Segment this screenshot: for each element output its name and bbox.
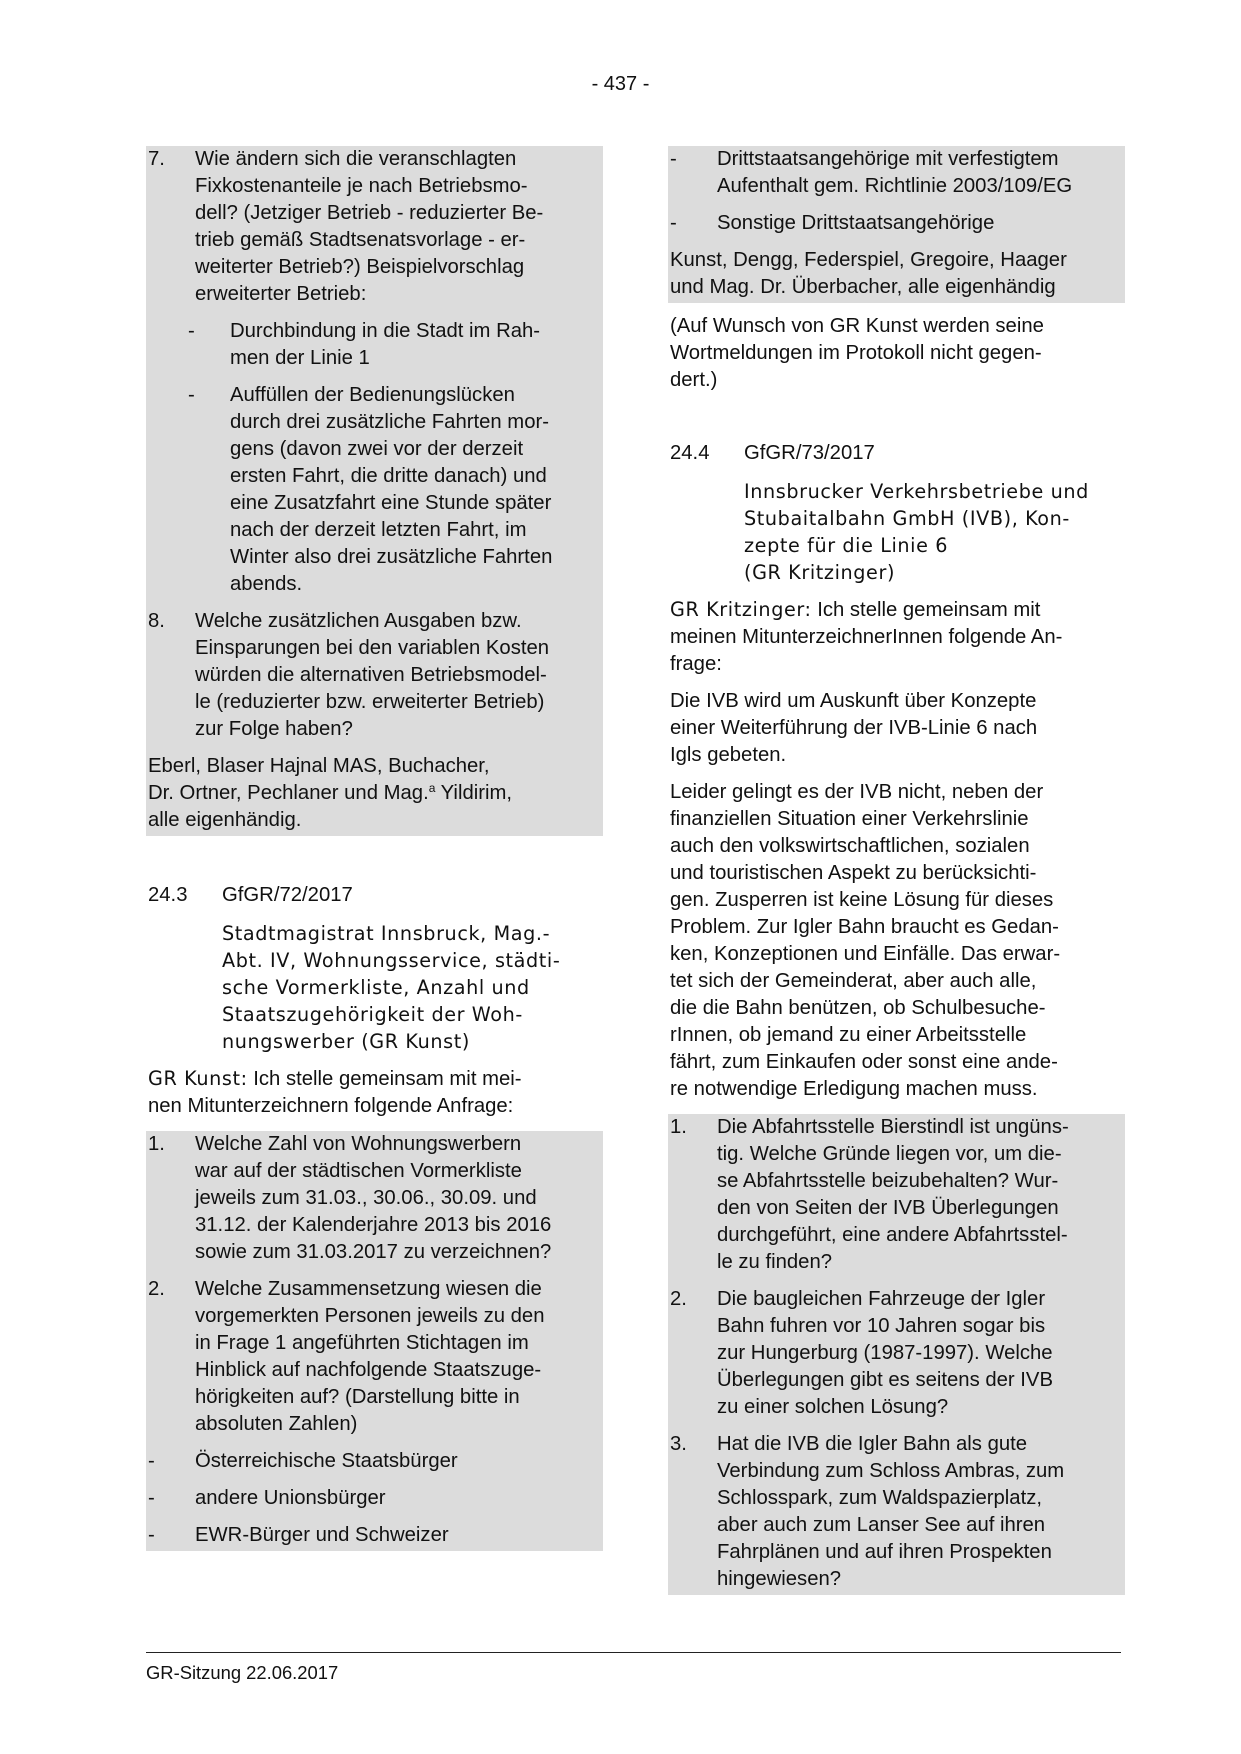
q7-line: Wie ändern sich die veranschlagten xyxy=(195,148,517,170)
q2-line: zur Hungerburg (1987-1997). Welche xyxy=(717,1342,1053,1364)
left-column xyxy=(146,146,603,1551)
sub2-line: gens (davon zwei vor der derzeit xyxy=(230,438,524,460)
q2-line: in Frage 1 angeführten Stichtagen im xyxy=(195,1332,529,1354)
subject-line: Innsbrucker Verkehrsbetriebe und xyxy=(744,480,1089,503)
superscript: a xyxy=(428,781,436,795)
q3-line: Verbindung zum Schloss Ambras, zum xyxy=(717,1460,1065,1482)
q3-line: hingewiesen? xyxy=(717,1568,842,1590)
paragraph xyxy=(670,688,1125,769)
category-item xyxy=(668,146,1125,200)
subject-line: sche Vormerkliste, Anzahl und xyxy=(222,976,530,999)
sub1-line: men der Linie 1 xyxy=(230,347,370,369)
footer-divider xyxy=(146,1652,1121,1653)
intro-line xyxy=(670,596,1125,624)
q3-line: aber auch zum Lanser See auf ihren xyxy=(717,1514,1046,1536)
q7-line: dell? (Jetziger Betrieb - reduzierter Be- xyxy=(195,202,544,224)
question-1 xyxy=(668,1114,1125,1276)
paragraph-line: finanziellen Situation einer Verkehrslinie xyxy=(670,808,1029,830)
footer: GR-Sitzung 22.06.2017 xyxy=(146,1662,339,1683)
paragraph-line: auch den volkswirtschaftlichen, sozialen xyxy=(670,835,1030,857)
section-24-3 xyxy=(146,882,603,1120)
question-number: 7. xyxy=(148,148,165,170)
paragraph-line: einer Weiterführung der IVB-Linie 6 nach xyxy=(670,717,1038,739)
section-reference: GfGR/73/2017 xyxy=(744,442,875,464)
sub2-line: Auffüllen der Bedienungslücken xyxy=(230,384,515,406)
protocol-note xyxy=(668,313,1125,394)
speaker-name: GR Kritzinger: xyxy=(670,598,812,621)
q2-line: Bahn fuhren vor 10 Jahren sogar bis xyxy=(717,1315,1046,1337)
page-number: - 437 - xyxy=(591,73,650,95)
q2-line: zu einer solchen Lösung? xyxy=(717,1396,949,1418)
section-subject xyxy=(670,478,1125,586)
q7-line: erweiterter Betrieb: xyxy=(195,283,367,305)
category-item xyxy=(146,1522,603,1549)
paragraph-line: Leider gelingt es der IVB nicht, neben der xyxy=(670,781,1044,803)
section-24-4 xyxy=(668,440,1125,1103)
intro-paragraph xyxy=(670,596,1125,678)
question-number: 8. xyxy=(148,610,165,632)
subject-line: (GR Kritzinger) xyxy=(744,561,896,584)
signers xyxy=(146,753,603,834)
q1-line: durchgeführt, eine andere Abfahrtsstel- xyxy=(717,1224,1068,1246)
paragraph-line: die die Bahn benützen, ob Schulbesuche- xyxy=(670,997,1046,1019)
signers-line: alle eigenhändig. xyxy=(148,809,302,831)
sub1-line: Durchbindung in die Stadt im Rah- xyxy=(230,320,541,342)
question-number: 2. xyxy=(670,1288,687,1310)
intro-line: meinen MitunterzeichnerInnen folgende An- xyxy=(670,626,1063,648)
section-heading xyxy=(148,882,603,909)
category-item xyxy=(146,1448,603,1475)
note-line: dert.) xyxy=(670,369,718,391)
sub-item-2 xyxy=(146,382,603,598)
signers-line: Kunst, Dengg, Federspiel, Gregoire, Haager xyxy=(670,249,1067,271)
sub2-line: ersten Fahrt, die dritte danach) und xyxy=(230,465,547,487)
question-number: 2. xyxy=(148,1278,165,1300)
paragraph-line: fährt, zum Einkaufen oder sonst eine ande- xyxy=(670,1051,1058,1073)
q3-line: Hat die IVB die Igler Bahn als gute xyxy=(717,1433,1028,1455)
paragraph-line: rInnen, ob jemand zu einer Arbeitsstelle xyxy=(670,1024,1027,1046)
q3-line: Schlosspark, zum Waldspazierplatz, xyxy=(717,1487,1042,1509)
signers-line: und Mag. Dr. Überbacher, alle eigenhändig xyxy=(670,276,1056,298)
subject-line: Stadtmagistrat Innsbruck, Mag.- xyxy=(222,922,551,945)
subject-line: zepte für die Linie 6 xyxy=(744,534,949,557)
intro-line: frage: xyxy=(670,653,722,675)
signers-text: Dr. Ortner, Pechlaner und Mag. xyxy=(148,782,429,804)
dash-marker: - xyxy=(148,1524,155,1546)
q2-line: vorgemerkten Personen jeweils zu den xyxy=(195,1305,545,1327)
question-2 xyxy=(146,1276,603,1438)
intro-line: nen Mitunterzeichnern folgende Anfrage: xyxy=(148,1095,514,1117)
q2-line: absoluten Zahlen) xyxy=(195,1413,358,1435)
sub-item-1 xyxy=(146,318,603,372)
q7-line: Fixkostenanteile je nach Betriebsmo- xyxy=(195,175,528,197)
category-text: Aufenthalt gem. Richtlinie 2003/109/EG xyxy=(717,175,1073,197)
paragraph-line: tet sich der Gemeinderat, aber auch alle, xyxy=(670,970,1037,992)
paragraph-line: ken, Konzeptionen und Einfälle. Das erwar- xyxy=(670,943,1061,965)
dash-marker: - xyxy=(188,320,195,342)
question-2 xyxy=(668,1286,1125,1421)
paragraph-line: re notwendige Erledigung machen muss. xyxy=(670,1078,1038,1100)
question-3 xyxy=(668,1431,1125,1593)
section-reference: GfGR/72/2017 xyxy=(222,884,353,906)
section-number: 24.4 xyxy=(670,442,710,464)
paragraph-line: Problem. Zur Igler Bahn braucht es Gedan- xyxy=(670,916,1059,938)
question-block-gray xyxy=(146,1131,603,1551)
q1-line: jeweils zum 31.03., 30.06., 30.09. und xyxy=(195,1187,537,1209)
question-number: 1. xyxy=(670,1116,687,1138)
q8-line: Einsparungen bei den variablen Kosten xyxy=(195,637,550,659)
signers-line: Eberl, Blaser Hajnal MAS, Buchacher, xyxy=(148,755,490,777)
q8-line: zur Folge haben? xyxy=(195,718,353,740)
note-line: Wortmeldungen im Protokoll nicht gegen- xyxy=(670,342,1042,364)
question-block-gray xyxy=(668,146,1125,303)
speaker-name: GR Kunst: xyxy=(148,1067,248,1090)
dash-marker: - xyxy=(670,148,677,170)
q1-line: war auf der städtischen Vormerkliste xyxy=(195,1160,522,1182)
paragraph-line: und touristischen Aspekt zu berücksichti- xyxy=(670,862,1037,884)
q8-line: würden die alternativen Betriebsmodel- xyxy=(195,664,547,686)
subject-line: nungswerber (GR Kunst) xyxy=(222,1030,470,1053)
category-text: EWR-Bürger und Schweizer xyxy=(195,1524,449,1546)
signers xyxy=(668,247,1125,301)
paragraph xyxy=(670,779,1125,1103)
q8-line: le (reduzierter bzw. erweiterter Betrieb) xyxy=(195,691,545,713)
q2-line: Welche Zusammensetzung wiesen die xyxy=(195,1278,542,1300)
q1-line: 31.12. der Kalenderjahre 2013 bis 2016 xyxy=(195,1214,552,1236)
subject-line: Staatszugehörigkeit der Woh- xyxy=(222,1003,523,1026)
paragraph-line: Igls gebeten. xyxy=(670,744,787,766)
paragraph-line: Die IVB wird um Auskunft über Konzepte xyxy=(670,690,1037,712)
category-text: Österreichische Staatsbürger xyxy=(195,1450,458,1472)
signers-text: Yildirim, xyxy=(435,782,513,804)
dash-marker: - xyxy=(148,1450,155,1472)
dash-marker: - xyxy=(188,384,195,406)
q1-line: tig. Welche Gründe liegen vor, um die- xyxy=(717,1143,1062,1165)
question-1 xyxy=(146,1131,603,1266)
category-text: andere Unionsbürger xyxy=(195,1487,386,1509)
q3-line: Fahrplänen und auf ihren Prospekten xyxy=(717,1541,1052,1563)
section-heading xyxy=(670,440,1125,467)
section-subject xyxy=(148,920,603,1055)
intro-text: Ich stelle gemeinsam mit xyxy=(811,599,1041,621)
q2-line: Überlegungen gibt es seitens der IVB xyxy=(717,1369,1053,1391)
question-number: 1. xyxy=(148,1133,165,1155)
category-text: Drittstaatsangehörige mit verfestigtem xyxy=(717,148,1059,170)
section-number: 24.3 xyxy=(148,884,188,906)
q1-line: Die Abfahrtsstelle Bierstindl ist ungüns- xyxy=(717,1116,1069,1138)
question-7 xyxy=(146,146,603,308)
q2-line: Hinblick auf nachfolgende Staatszuge- xyxy=(195,1359,542,1381)
sub2-line: Winter also drei zusätzliche Fahrten xyxy=(230,546,553,568)
question-block-gray xyxy=(146,146,603,836)
category-item xyxy=(146,1485,603,1512)
intro-line xyxy=(148,1065,603,1093)
question-8 xyxy=(146,608,603,743)
q1-line: se Abfahrtsstelle beizubehalten? Wur- xyxy=(717,1170,1059,1192)
question-block-gray xyxy=(668,1114,1125,1595)
q1-line: Welche Zahl von Wohnungswerbern xyxy=(195,1133,522,1155)
dash-marker: - xyxy=(670,212,677,234)
right-column xyxy=(668,146,1125,1595)
sub2-line: nach der derzeit letzten Fahrt, im xyxy=(230,519,527,541)
q1-line: den von Seiten der IVB Überlegungen xyxy=(717,1197,1059,1219)
sub2-line: durch drei zusätzliche Fahrten mor- xyxy=(230,411,549,433)
signers-line xyxy=(148,780,603,807)
sub2-line: abends. xyxy=(230,573,303,595)
paragraph-line: gen. Zusperren ist keine Lösung für dieses xyxy=(670,889,1054,911)
sub2-line: eine Zusatzfahrt eine Stunde später xyxy=(230,492,552,514)
note-line: (Auf Wunsch von GR Kunst werden seine xyxy=(670,315,1044,337)
q1-line: le zu finden? xyxy=(717,1251,833,1273)
question-number: 3. xyxy=(670,1433,687,1455)
intro-text: Ich stelle gemeinsam mit mei- xyxy=(247,1068,522,1090)
q2-line: hörigkeiten auf? (Darstellung bitte in xyxy=(195,1386,520,1408)
q7-line: weiterter Betrieb?) Beispielvorschlag xyxy=(195,256,525,278)
intro-paragraph xyxy=(148,1065,603,1120)
dash-marker: - xyxy=(148,1487,155,1509)
q1-line: sowie zum 31.03.2017 zu verzeichnen? xyxy=(195,1241,552,1263)
category-text: Sonstige Drittstaatsangehörige xyxy=(717,212,995,234)
category-item xyxy=(668,210,1125,237)
q7-line: trieb gemäß Stadtsenatsvorlage - er- xyxy=(195,229,526,251)
q8-line: Welche zusätzlichen Ausgaben bzw. xyxy=(195,610,522,632)
q2-line: Die baugleichen Fahrzeuge der Igler xyxy=(717,1288,1046,1310)
subject-line: Abt. IV, Wohnungsservice, städti- xyxy=(222,949,561,972)
subject-line: Stubaitalbahn GmbH (IVB), Kon- xyxy=(744,507,1070,530)
